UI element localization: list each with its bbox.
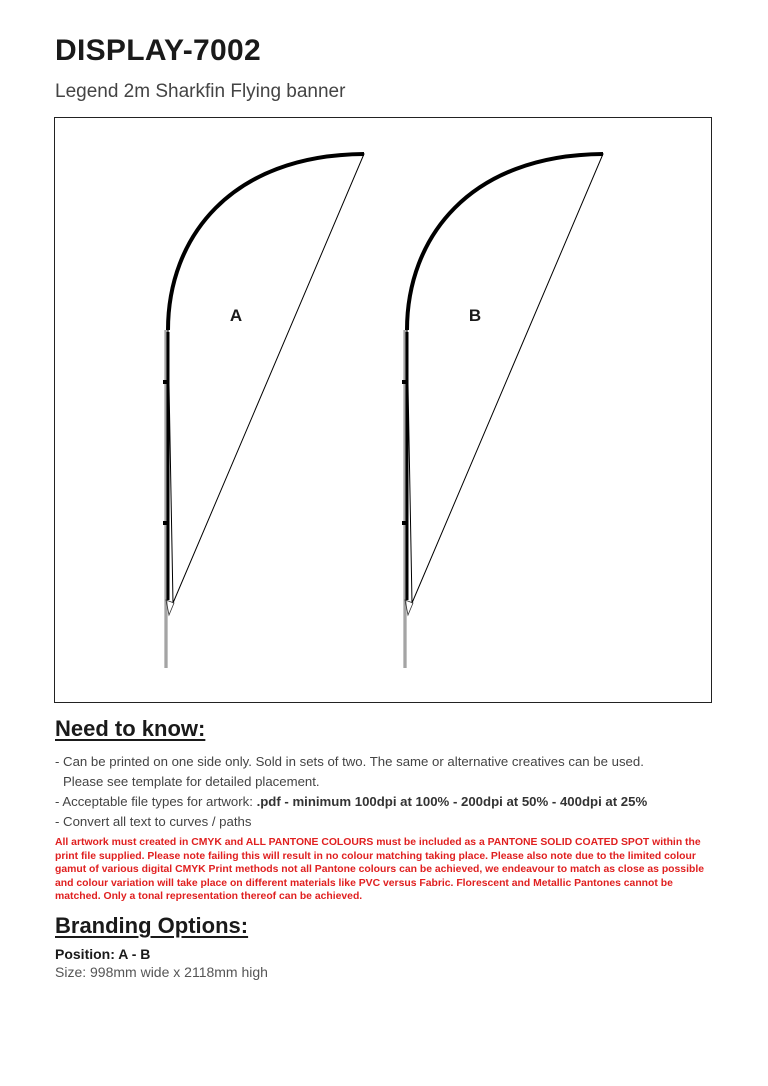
banner-drawing [55,118,713,704]
branding-size: Size: 998mm wide x 2118mm high [55,964,268,980]
need-to-know-notes [55,752,715,832]
document-title: DISPLAY-7002 [55,34,261,67]
banner-b-sleeve [407,154,603,330]
note-file-types-prefix: - Acceptable file types for artwork: [55,794,257,809]
banner-b [402,154,603,668]
need-to-know-heading: Need to know: [55,716,206,741]
note-file-types [55,792,715,812]
banner-a-flag-outline [168,154,364,603]
banner-b-flag-outline [407,154,603,603]
branding-options-heading: Branding Options: [55,913,249,938]
banner-a-sleeve [168,154,364,330]
note-file-types-spec: .pdf - minimum 100dpi at 100% - 200dpi at 50% - 400dpi at 25% [256,794,648,809]
banner-a [163,154,364,668]
branding-position: Position: A - B [55,946,151,962]
banner-b-label: B [468,306,482,325]
colour-warning: All artwork must created in CMYK and ALL PANTONE COLOURS must be included as a PANTONE SOLID COATED SPOT within the print file supplied. Please note failing this will result in no colour matching taking place. Please also note due to the limited colour gamut of various digital CMYK Print methods not all Pantone colours can be achieved, we endeavour to match as close as possible and colour variation will take place on different materials like PVC versus Fabric. Florescent and Metallic Pantones cannot be matched. Only a tonal representation thereof can be achieved. [55,837,704,902]
banner-a-label: A [229,306,243,325]
document-subtitle: Legend 2m Sharkfin Flying banner [55,81,346,102]
banner-drawing-frame [54,117,712,703]
note-convert-text: - Convert all text to curves / paths [55,814,252,829]
note-template: Please see template for detailed placement. [63,774,320,789]
note-print-sides: - Can be printed on one side only. Sold in sets of two. The same or alternative creatives can be used. [55,754,644,769]
